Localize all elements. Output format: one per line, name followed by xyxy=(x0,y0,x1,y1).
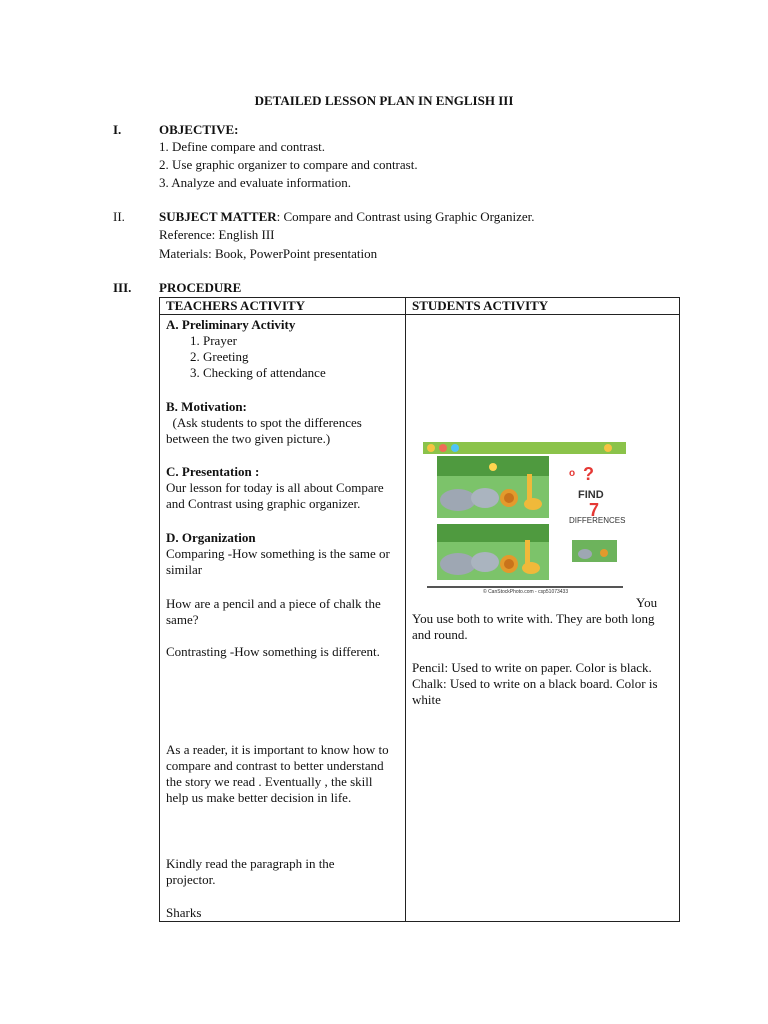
thumbnail-picture xyxy=(572,540,617,562)
procedure-table xyxy=(159,297,680,922)
student-column-header: STUDENTS ACTIVITY xyxy=(406,298,680,315)
presentation-text: Our lesson for today is all about Compare and Contrast using graphic organizer. xyxy=(166,480,384,511)
jungle-picture-bottom xyxy=(437,524,549,580)
find-label: FIND xyxy=(578,489,604,501)
objective-item-3: 3. Analyze and evaluate information. xyxy=(159,175,352,190)
sharks-text: Sharks xyxy=(166,905,202,920)
small-question-mark-icon: o xyxy=(569,468,576,479)
teacher-column-header: TEACHERS ACTIVITY xyxy=(160,298,406,315)
procedure-heading: PROCEDURE xyxy=(159,280,242,295)
preliminary-heading: A. Preliminary Activity xyxy=(166,317,296,332)
preliminary-item-3: 3. Checking of attendance xyxy=(190,365,326,380)
image-credit: © CanStockPhoto.com - csp51073433 xyxy=(483,589,569,594)
motivation-heading: B. Motivation: xyxy=(166,399,247,414)
question-mark-icon: ? xyxy=(583,464,594,484)
subject-heading: SUBJECT MATTER xyxy=(159,209,277,224)
preliminary-item-1: 1. Prayer xyxy=(190,333,237,348)
objective-heading: OBJECTIVE: xyxy=(159,122,239,137)
reader-text: As a reader, it is important to know how to compare and contrast to better understand the story we read . Eventually , the skill help us make better decision in life. xyxy=(166,742,389,805)
teacher-activity-cell xyxy=(160,315,405,921)
question-text: How are a pencil and a piece of chalk the same? xyxy=(166,596,381,627)
subject-line xyxy=(159,208,535,226)
objective-item-1: 1. Define compare and contrast. xyxy=(159,139,326,154)
contrasting-text: Contrasting -How something is different. xyxy=(166,644,380,659)
student-answer-text: You use both to write with. They are both long and round. xyxy=(412,611,655,642)
differences-label: DIFFERENCES xyxy=(569,516,626,525)
student-activity-cell xyxy=(406,315,679,921)
find-number: 7 xyxy=(589,500,600,520)
section-number-subject: II. xyxy=(113,209,125,224)
subject-materials: Materials: Book, PowerPoint presentation xyxy=(159,246,378,261)
find-differences-image xyxy=(423,442,626,594)
page-title: DETAILED LESSON PLAN IN ENGLISH III xyxy=(254,93,514,108)
subject-text: : Compare and Contrast using Graphic Organizer. xyxy=(276,209,535,224)
jungle-picture-top xyxy=(437,456,549,518)
preliminary-item-2: 2. Greeting xyxy=(190,349,249,364)
comparing-text: Comparing -How something is the same or similar xyxy=(166,546,390,577)
organization-heading: D. Organization xyxy=(166,530,256,545)
kindly-text: Kindly read the paragraph in the projector. xyxy=(166,856,335,887)
presentation-heading: C. Presentation : xyxy=(166,464,260,479)
student-chalk-text: Chalk: Used to write on a black board. Color is white xyxy=(412,676,658,707)
subject-reference: Reference: English III xyxy=(159,227,275,242)
student-answer-you: You xyxy=(636,595,658,610)
student-pencil-text: Pencil: Used to write on paper. Color is black. xyxy=(412,660,652,675)
section-number-procedure: III. xyxy=(113,280,132,295)
motivation-text: (Ask students to spot the differences between the two given picture.) xyxy=(166,415,366,446)
section-number-objective: I. xyxy=(113,122,122,137)
objective-item-2: 2. Use graphic organizer to compare and contrast. xyxy=(159,157,418,172)
find-differences-illustration xyxy=(423,442,626,594)
